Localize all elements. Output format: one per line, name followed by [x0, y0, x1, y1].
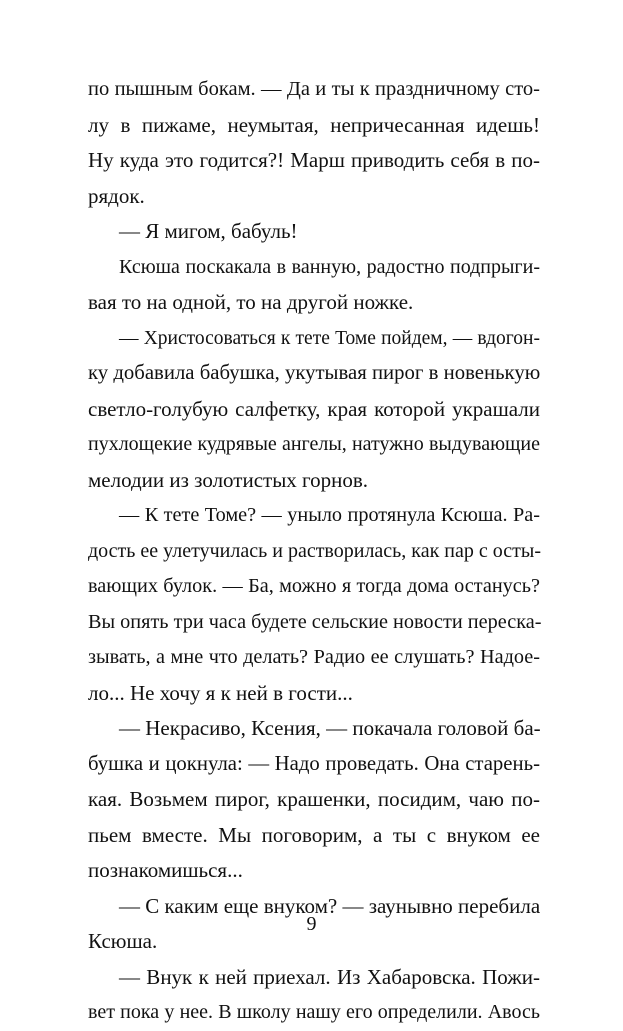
text-line: пьем вместе. Мы поговорим, а ты с внуком ее	[88, 822, 540, 847]
text-line: — Христосоваться к тете Томе пойдем, — вдогон-	[119, 327, 540, 349]
text-line: ло... Не хочу я к ней в гости...	[88, 680, 353, 705]
text-line: Ксюша.	[88, 929, 158, 953]
text-line: бушка и цокнула: — Надо проведать. Она старень-	[88, 752, 540, 775]
text-line: пухлощекие кудрявые ангелы, натужно выдувающие	[88, 433, 540, 455]
text-line: познакомишься...	[88, 858, 243, 882]
text-line: Ксюша поскакала в ванную, радостно подпрыги-	[119, 255, 540, 278]
text-line: вет пока у нее. В школу нашу его определили. Авось	[88, 1001, 540, 1023]
text-line: Вы опять три часа будете сельские новости переска-	[88, 610, 542, 633]
body-text	[88, 72, 540, 1031]
text-line: мелодии из золотистых горнов.	[88, 467, 369, 492]
text-line: светло-голубую салфетку, края которой украшали	[88, 396, 540, 421]
text-line: лу в пижаме, неумытая, непричесанная идешь!	[88, 112, 540, 137]
page-number: 9	[306, 913, 317, 935]
text-line: — Я мигом, бабуль!	[119, 219, 298, 243]
text-line: — Внук к ней приехал. Из Хабаровска. Пожи-	[119, 964, 540, 989]
text-line: рядок.	[88, 183, 145, 208]
text-line: ку добавила бабушка, укутывая пирог в новенькую	[88, 362, 541, 384]
text-line: вающих булок. — Ба, можно я тогда дома останусь?	[88, 575, 540, 597]
text-line: — С каким еще внуком? — заунывно перебила	[119, 893, 541, 918]
text-line: кая. Возьмем пирог, крашенки, посидим, чаю по-	[88, 787, 540, 811]
text-line: Ну куда это годится?! Марш приводить себя в по-	[88, 148, 540, 172]
text-line: зывать, а мне что делать? Радио ее слушать? Надое-	[88, 646, 540, 668]
text-line: дость ее улетучилась и растворилась, как пар с осты-	[88, 539, 541, 562]
text-line: по пышным бокам. — Да и ты к праздничному сто-	[88, 78, 540, 100]
text-line: — К тете Томе? — уныло протянула Ксюша. Ра-	[119, 504, 540, 526]
text-line: вая то на одной, то на другой ножке.	[88, 290, 414, 314]
text-line: — Некрасиво, Ксения, — покачала головой ба-	[119, 716, 541, 740]
